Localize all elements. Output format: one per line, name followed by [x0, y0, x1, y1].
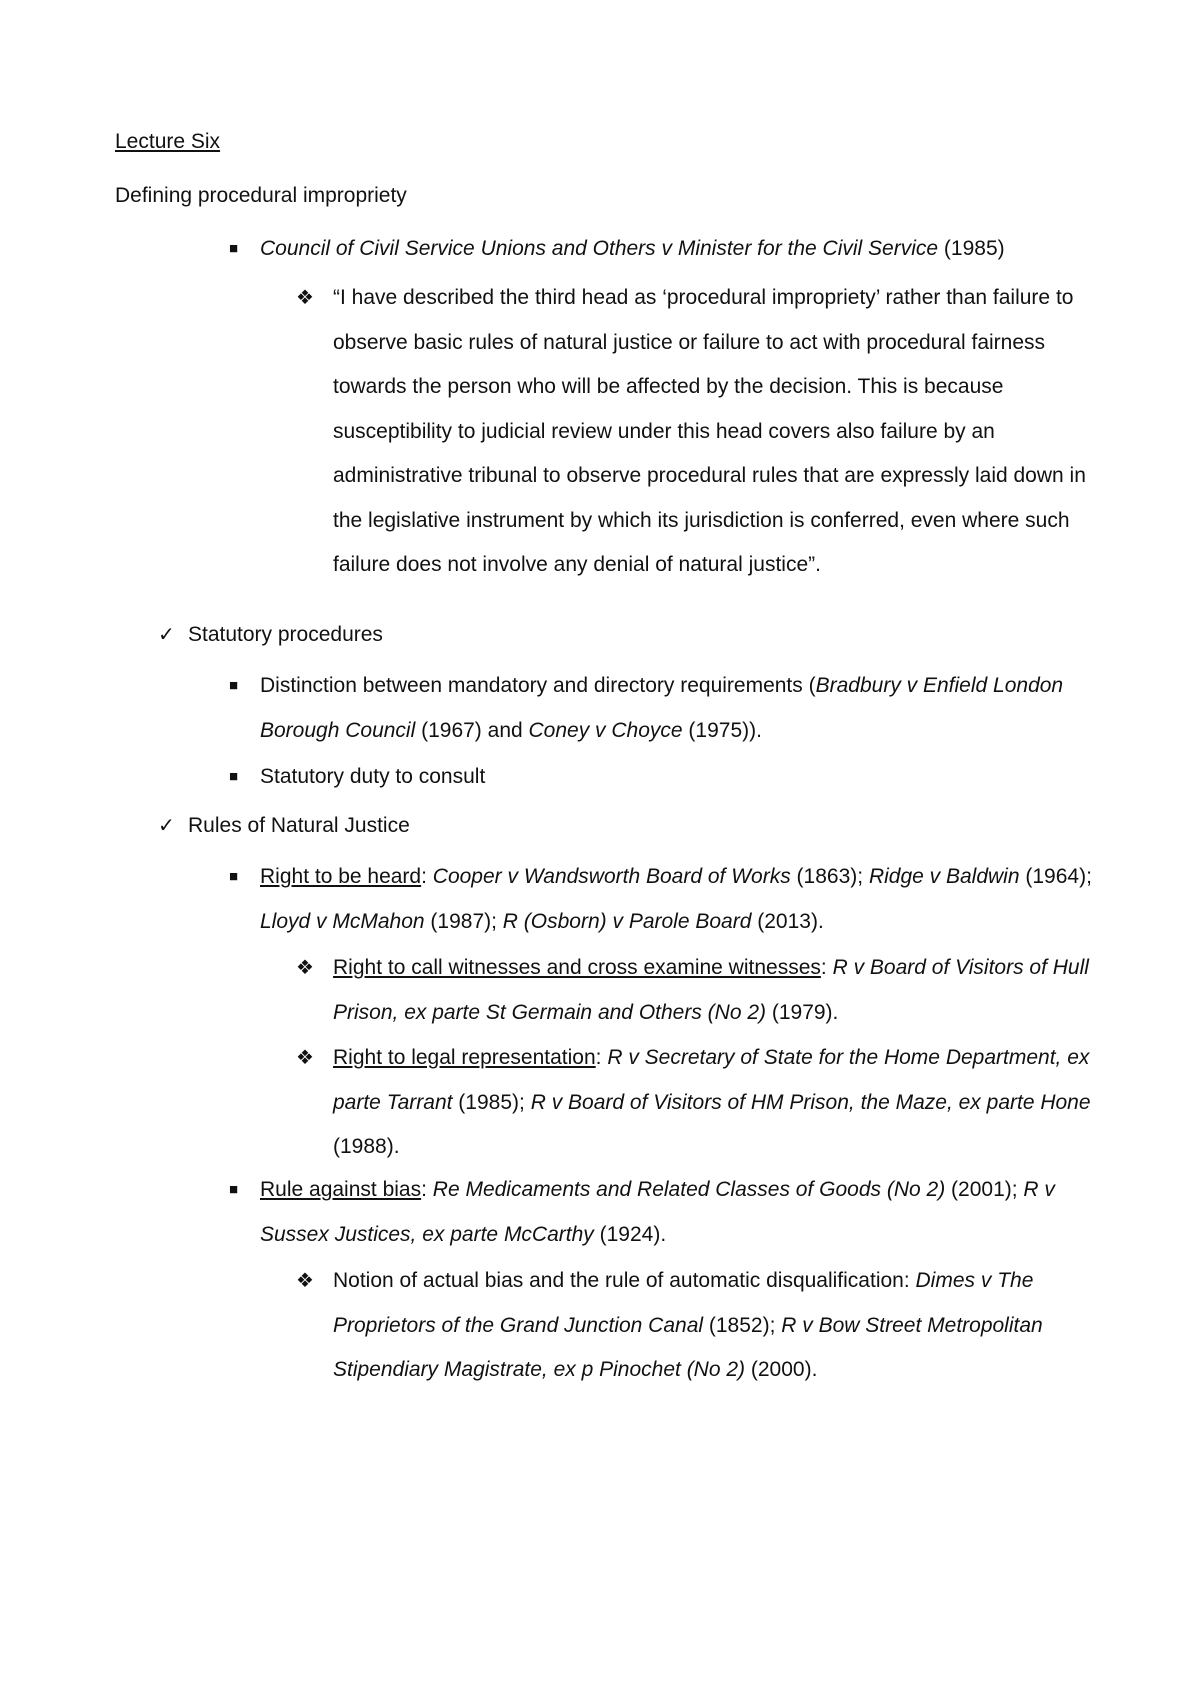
list-item-text: [333, 946, 1103, 1035]
list-item-witnesses: [296, 946, 1103, 1035]
case-year: (1988).: [333, 1135, 400, 1158]
case-name: Dimes v The Proprietors of the Grand Junction Canal: [333, 1269, 1034, 1337]
diamond-bullet-icon: ❖: [296, 1047, 314, 1069]
list-item-text: [333, 1259, 1103, 1393]
diamond-bullet-icon: ❖: [296, 957, 314, 979]
case-year: (1985): [938, 237, 1005, 260]
square-bullet-icon: ■: [229, 768, 239, 785]
case-name: R v Board of Visitors of HM Prison, the Maze, ex parte Hone: [530, 1090, 1091, 1114]
list-item-right-to-be-heard: [229, 855, 1100, 944]
case-name: Lloyd v McMahon: [260, 909, 425, 933]
list-item-actual-bias: [296, 1259, 1103, 1393]
case-year: (1979).: [766, 1000, 839, 1024]
case-year: (1985);: [452, 1090, 531, 1114]
list-item-text: [260, 664, 1100, 753]
topic-label: Right to legal representation: [333, 1046, 596, 1069]
list-item-text: Statutory duty to consult: [260, 765, 486, 788]
case-year: (2001);: [945, 1178, 1024, 1201]
text-prefix: Distinction between mandatory and directory requirements (: [260, 674, 816, 697]
diamond-bullet-icon: ❖: [296, 287, 314, 309]
list-item-legal-representation: [296, 1036, 1103, 1170]
case-name: R v Bow Street Metropolitan Stipendiary Magistrate, ex p Pinochet (No 2): [333, 1313, 1043, 1381]
case-name: R v Board of Visitors of Hull Prison, ex parte St Germain and Others (No 2): [333, 956, 1089, 1024]
list-item-duty-to-consult: [229, 755, 1100, 800]
case-name: Coney v Choyce: [528, 718, 683, 742]
topic-label: Right to be heard: [260, 865, 422, 888]
case-name: R v Sussex Justices, ex parte McCarthy: [260, 1178, 1055, 1246]
section-heading: Defining procedural impropriety: [115, 184, 407, 207]
case-year: (1863);: [790, 865, 869, 888]
case-name: Cooper v Wandsworth Board of Works: [432, 865, 791, 888]
checkmark-icon: ✓: [158, 815, 175, 837]
quote-text: “I have described the third head as ‘procedural impropriety’ rather than failure to observe basic rules of natural justice or failure to act with procedural fairness towards the person who will be affected by the decision. This is because susceptibility to judicial review under this head covers also failure by an administrative tribunal to observe procedural rules that are expressly laid down in the legislative instrument by which its jurisdiction is conferred, even where such failure does not involve any denial of natural justice”.: [333, 286, 1086, 576]
case-year: (1987);: [424, 909, 503, 933]
list-item-ccsu: [229, 227, 1100, 272]
case-year: (1967) and: [415, 718, 529, 742]
case-year: (1852);: [703, 1313, 782, 1337]
separator: :: [820, 956, 833, 979]
list-item-text: [260, 855, 1100, 944]
case-year: (2000).: [745, 1358, 818, 1381]
case-name: R v Secretary of State for the Home Department, ex parte Tarrant: [333, 1046, 1090, 1114]
case-name: Ridge v Baldwin: [868, 865, 1020, 888]
list-item-natural-justice: [158, 804, 1088, 849]
case-name: R (Osborn) v Parole Board: [502, 909, 752, 933]
list-item-rule-against-bias: [229, 1168, 1100, 1257]
checkmark-icon: ✓: [158, 624, 175, 646]
case-year: (1924).: [593, 1222, 667, 1246]
text-prefix: Notion of actual bias and the rule of automatic disqualification:: [333, 1269, 916, 1292]
case-name: Council of Civil Service Unions and Others v Minister for the Civil Service: [260, 237, 939, 260]
page-title: Lecture Six: [115, 130, 221, 153]
topic-label: Right to call witnesses and cross examine witnesses: [333, 956, 821, 979]
square-bullet-icon: ■: [229, 240, 239, 257]
square-bullet-icon: ■: [229, 868, 239, 885]
topic-label: Rule against bias: [260, 1178, 422, 1201]
case-year: (2013).: [751, 909, 824, 933]
separator: :: [421, 865, 433, 888]
list-item-text: [260, 227, 1100, 272]
case-year: (1964);: [1019, 865, 1092, 888]
case-name: Re Medicaments and Related Classes of Goods (No 2): [432, 1178, 946, 1201]
separator: :: [595, 1046, 608, 1069]
list-item-text: [333, 1036, 1103, 1170]
square-bullet-icon: ■: [229, 1181, 239, 1198]
list-item-statutory-procedures: [158, 613, 1088, 658]
diamond-bullet-icon: ❖: [296, 1270, 314, 1292]
list-item-text: Rules of Natural Justice: [188, 814, 410, 837]
square-bullet-icon: ■: [229, 677, 239, 694]
list-item-quote: [296, 276, 1103, 588]
case-year: (1975)).: [682, 718, 762, 742]
separator: :: [421, 1178, 433, 1201]
list-item-text: Statutory procedures: [188, 623, 383, 646]
list-item-text: [260, 1168, 1100, 1257]
list-item-distinction: [229, 664, 1100, 753]
case-name: Bradbury v Enfield London Borough Council: [260, 674, 1064, 742]
